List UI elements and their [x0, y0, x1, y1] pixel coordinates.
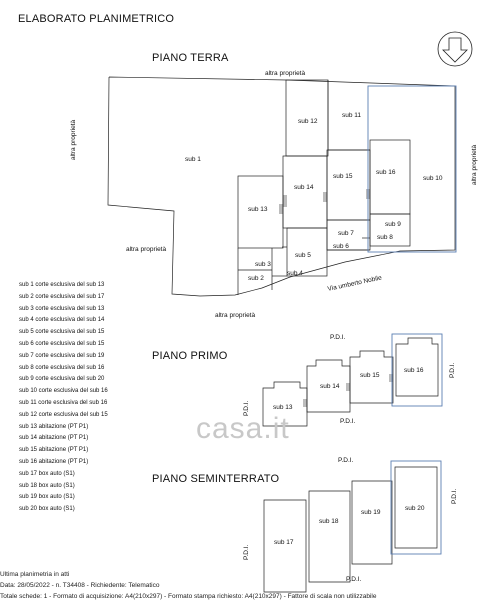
- unit-label: sub 11: [342, 112, 362, 119]
- unit-label: sub 8: [377, 234, 393, 241]
- legend-item: sub 5 corte esclusiva del sub 15: [19, 329, 105, 336]
- legend-item: sub 6 corte esclusiva del sub 15: [19, 340, 105, 347]
- footer-line: Ultima planimetria in atti: [0, 571, 70, 578]
- unit-label: sub 10: [423, 175, 443, 182]
- label-pdi: P.D.I.: [449, 362, 456, 378]
- legend-item: sub 4 corte esclusiva del sub 14: [19, 317, 105, 324]
- label-pdi: P.D.I.: [340, 418, 356, 425]
- unit-label: sub 20: [405, 505, 425, 512]
- label-altra-proprieta-right: altra proprietà: [471, 144, 478, 185]
- label-altra-proprieta-top: altra proprietà: [265, 70, 306, 77]
- unit-label: sub 3: [255, 261, 271, 268]
- section-piano-primo: PIANO PRIMO: [152, 350, 228, 362]
- block-sub-19-s1: [352, 481, 392, 564]
- unit-label: sub 16: [404, 367, 424, 374]
- label-pdi: P.D.I.: [346, 576, 362, 583]
- legend-item: sub 7 corte esclusiva del sub 19: [19, 352, 105, 359]
- label-altra-proprieta-left: altra proprietà: [70, 119, 77, 160]
- ground-boundary: [108, 77, 455, 296]
- unit-label: sub 15: [360, 372, 380, 379]
- legend-item: sub 17 box auto (S1): [19, 470, 75, 477]
- legend-item: sub 19 box auto (S1): [19, 494, 75, 501]
- legend-item: sub 10 corte esclusiva del sub 16: [19, 388, 108, 395]
- legend-item: sub 15 abitazione (PT P1): [19, 447, 89, 454]
- north-arrow-icon: [438, 32, 472, 66]
- unit-label: sub 18: [319, 518, 339, 525]
- footer-line: Data: 28/05/2022 - n. T34408 - Richiedente: Telematico: [0, 582, 160, 589]
- footer: [0, 569, 376, 602]
- legend-item: sub 3 corte esclusiva del sub 13: [19, 305, 105, 312]
- unit-label: sub 17: [274, 539, 294, 546]
- ground-floor-plan: [108, 77, 455, 296]
- section-piano-terra: PIANO TERRA: [152, 52, 229, 64]
- unit-label: sub 4: [287, 270, 303, 277]
- legend-item: sub 12 corte esclusiva del sub 15: [19, 411, 108, 418]
- label-altra-proprieta-bottom: altra proprietà: [215, 312, 256, 319]
- label-pdi: P.D.I.: [243, 400, 250, 416]
- unit-label: sub 13: [273, 404, 293, 411]
- legend-item: sub 20 box auto (S1): [19, 506, 75, 513]
- unit-label: sub 19: [361, 509, 381, 516]
- unit-label: sub 13: [248, 206, 268, 213]
- block-sub-16: [370, 140, 410, 214]
- legend-item: sub 14 abitazione (PT P1): [19, 435, 89, 442]
- unit-label: sub 16: [376, 169, 396, 176]
- footer-line: Totale schede: 1 - Formato di acquisizione: A4(210x297) - Formato stampa richiesto: A4(210x297) - Fattore di scala non utilizzabile: [0, 593, 377, 600]
- unit-label: sub 12: [298, 118, 318, 125]
- block-sub-15: [327, 150, 370, 220]
- unit-label: sub 14: [320, 383, 340, 390]
- label-pdi: P.D.I.: [243, 544, 250, 560]
- legend: [19, 280, 108, 516]
- block-sub-9: [370, 214, 410, 246]
- section-piano-seminterrato: PIANO SEMINTERRATO: [152, 473, 280, 485]
- block-sub-14: [283, 156, 327, 228]
- legend-item: sub 2 corte esclusiva del sub 17: [19, 293, 105, 300]
- legend-item: sub 13 abitazione (PT P1): [19, 423, 89, 430]
- unit-label: sub 15: [333, 173, 353, 180]
- label-pdi: P.D.I.: [330, 334, 346, 341]
- label-altra-proprieta-mid: altra proprietà: [126, 246, 167, 253]
- document-title: ELABORATO PLANIMETRICO: [18, 13, 175, 25]
- unit-label: sub 7: [338, 230, 354, 237]
- unit-label: sub 5: [295, 252, 311, 259]
- unit-label: sub 9: [385, 221, 401, 228]
- unit-label: sub 6: [333, 243, 349, 250]
- legend-item: sub 1 corte esclusiva del sub 13: [19, 282, 105, 288]
- unit-label: sub 2: [248, 275, 264, 282]
- legend-item: sub 18 box auto (S1): [19, 482, 75, 489]
- legend-item: sub 8 corte esclusiva del sub 16: [19, 364, 105, 371]
- legend-item: sub 16 abitazione (PT P1): [19, 458, 89, 465]
- unit-label: sub 1: [185, 156, 201, 163]
- legend-item: sub 9 corte esclusiva del sub 20: [19, 376, 105, 383]
- legend-item: sub 11 corte esclusiva del sub 16: [19, 399, 108, 406]
- watermark: casa.it: [196, 412, 290, 445]
- label-pdi: P.D.I.: [338, 457, 354, 464]
- label-street: Via umberto Nobile: [327, 274, 383, 293]
- label-pdi: P.D.I.: [451, 488, 458, 504]
- unit-label: sub 14: [294, 184, 314, 191]
